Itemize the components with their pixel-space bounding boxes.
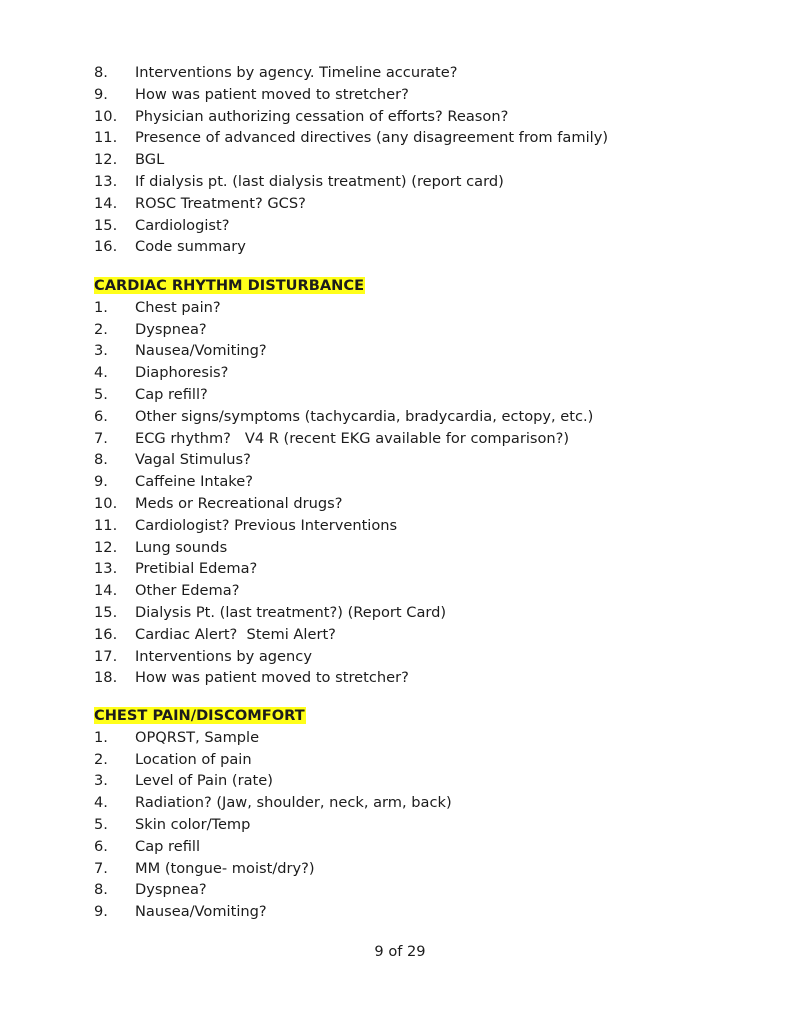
list-item	[94, 602, 714, 624]
item-text: Other signs/symptoms (tachycardia, bradycardia, ectopy, etc.)	[135, 407, 594, 425]
list-item	[94, 580, 714, 602]
list-item	[94, 236, 714, 258]
item-number: 12.	[94, 538, 118, 556]
item-number: 6.	[94, 407, 108, 425]
item-number: 16.	[94, 238, 118, 256]
item-number: 4.	[94, 794, 108, 812]
item-text: Cardiac Alert? Stemi Alert?	[135, 625, 336, 643]
list-item	[94, 858, 714, 880]
item-text: Cardiologist?	[135, 216, 230, 234]
item-text: Physician authorizing cessation of efforts? Reason?	[135, 107, 509, 125]
list-item	[94, 749, 714, 771]
list-item	[94, 667, 714, 689]
list-item	[94, 836, 714, 858]
item-number: 9.	[94, 85, 108, 103]
item-number: 3.	[94, 342, 108, 360]
list-item	[94, 84, 714, 106]
item-number: 8.	[94, 451, 108, 469]
item-number: 11.	[94, 129, 118, 147]
item-text: Nausea/Vomiting?	[135, 342, 267, 360]
item-text: Presence of advanced directives (any disagreement from family)	[135, 129, 609, 147]
item-number: 6.	[94, 837, 108, 855]
list-item	[94, 362, 714, 384]
item-text: ECG rhythm? V4 R (recent EKG available for comparison?)	[135, 429, 570, 447]
list-item	[94, 624, 714, 646]
item-text: Lung sounds	[135, 538, 228, 556]
item-text: Location of pain	[135, 750, 252, 768]
section-heading	[94, 705, 714, 727]
item-number: 13.	[94, 560, 118, 578]
item-text: Skin color/Temp	[135, 815, 251, 833]
item-number: 13.	[94, 172, 118, 190]
item-number: 12.	[94, 151, 118, 169]
list-item	[94, 297, 714, 319]
item-number: 9.	[94, 903, 108, 921]
item-text: Diaphoresis?	[135, 364, 229, 382]
list-item	[94, 515, 714, 537]
section-heading	[94, 275, 714, 297]
list-item	[94, 493, 714, 515]
item-text: If dialysis pt. (last dialysis treatment) (report card)	[135, 172, 504, 190]
list-item	[94, 792, 714, 814]
item-text: Interventions by agency	[135, 647, 312, 665]
item-number: 15.	[94, 603, 118, 621]
item-text: Chest pain?	[135, 298, 221, 316]
item-text: Pretibial Edema?	[135, 560, 258, 578]
item-number: 7.	[94, 429, 108, 447]
chest-pain-section	[94, 705, 714, 923]
item-number: 4.	[94, 364, 108, 382]
item-text: Caffeine Intake?	[135, 473, 253, 491]
item-number: 11.	[94, 516, 118, 534]
list-item	[94, 428, 714, 450]
item-number: 18.	[94, 669, 118, 687]
item-text: Dialysis Pt. (last treatment?) (Report Card)	[135, 603, 447, 621]
list-item	[94, 193, 714, 215]
item-text: How was patient moved to stretcher?	[135, 669, 409, 687]
item-number: 14.	[94, 582, 118, 600]
list-item	[94, 406, 714, 428]
list-item	[94, 879, 714, 901]
item-text: Other Edema?	[135, 582, 240, 600]
item-number: 10.	[94, 107, 118, 125]
list-item	[94, 727, 714, 749]
list-item	[94, 901, 714, 923]
item-text: Nausea/Vomiting?	[135, 903, 267, 921]
item-number: 2.	[94, 320, 108, 338]
item-text: Meds or Recreational drugs?	[135, 494, 343, 512]
list-item	[94, 814, 714, 836]
item-number: 2.	[94, 750, 108, 768]
item-text: BGL	[135, 151, 165, 169]
cardiac-rhythm-section	[94, 275, 714, 689]
item-text: How was patient moved to stretcher?	[135, 85, 409, 103]
item-text: Code summary	[135, 238, 246, 256]
list-item	[94, 770, 714, 792]
item-text: MM (tongue- moist/dry?)	[135, 859, 315, 877]
item-number: 16.	[94, 625, 118, 643]
item-number: 15.	[94, 216, 118, 234]
item-text: Dyspnea?	[135, 320, 207, 338]
list-item	[94, 171, 714, 193]
item-number: 17.	[94, 647, 118, 665]
item-text: Level of Pain (rate)	[135, 772, 273, 790]
item-text: Radiation? (Jaw, shoulder, neck, arm, back)	[135, 794, 452, 812]
list-item	[94, 384, 714, 406]
list-item	[94, 319, 714, 341]
item-number: 7.	[94, 859, 108, 877]
item-number: 10.	[94, 494, 118, 512]
item-text: Dyspnea?	[135, 881, 207, 899]
list-item	[94, 537, 714, 559]
item-number: 8.	[94, 881, 108, 899]
item-text: Interventions by agency. Timeline accurate?	[135, 64, 458, 81]
item-text: OPQRST, Sample	[135, 728, 260, 746]
list-item	[94, 340, 714, 362]
item-text: Cap refill?	[135, 385, 208, 403]
list-item	[94, 127, 714, 149]
item-number: 5.	[94, 385, 108, 403]
item-number: 1.	[94, 298, 108, 316]
item-text: Cardiologist? Previous Interventions	[135, 516, 398, 534]
list-item	[94, 449, 714, 471]
list-item	[94, 149, 714, 171]
item-number: 1.	[94, 728, 108, 746]
list-item	[94, 471, 714, 493]
list-item	[94, 558, 714, 580]
item-text: Vagal Stimulus?	[135, 451, 251, 469]
list-item	[94, 106, 714, 128]
page-number: 9 of 29	[374, 943, 426, 960]
item-number: 8.	[94, 64, 108, 81]
continued-list	[94, 62, 714, 258]
item-text: ROSC Treatment? GCS?	[135, 194, 306, 212]
item-number: 14.	[94, 194, 118, 212]
section-title: CARDIAC RHYTHM DISTURBANCE	[94, 277, 365, 294]
item-text: Cap refill	[135, 837, 200, 855]
list-item	[94, 646, 714, 668]
item-number: 3.	[94, 772, 108, 790]
item-number: 9.	[94, 473, 108, 491]
list-item	[94, 62, 714, 84]
section-title: CHEST PAIN/DISCOMFORT	[94, 707, 305, 724]
item-number: 5.	[94, 815, 108, 833]
list-item	[94, 215, 714, 237]
